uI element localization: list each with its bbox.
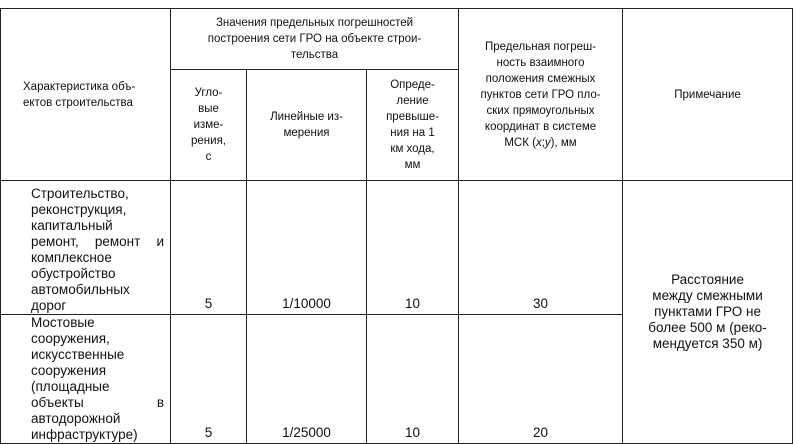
- header-mutual-position: [459, 9, 623, 181]
- header-mutual-position-text: Предельная погреш- ность взаимного положения смежных пунктов сети ГРО пло- ских прямоугольных координат в системе МСК (x;y), мм: [480, 40, 601, 149]
- header-object-characteristic: Характеристика объ- ектов строительства: [1, 9, 171, 181]
- angular-cell: 5: [171, 181, 247, 315]
- angular-cell: 5: [171, 315, 247, 444]
- header-note: Примечание: [623, 9, 793, 181]
- header-limit-errors-group: Значения предельных погрешностей построения сети ГРО на объекте строи- тельства: [171, 9, 459, 70]
- elevation-cell: 10: [367, 315, 459, 444]
- norms-table: [0, 8, 793, 444]
- linear-cell: 1/25000: [247, 315, 367, 444]
- header-angular: Угло- вые изме- рения, с: [171, 70, 247, 181]
- elevation-cell: 10: [367, 181, 459, 315]
- mutual-position-cell: 30: [459, 181, 623, 315]
- header-linear: Линейные из- мерения: [247, 70, 367, 181]
- header-elevation: Опреде- ление превыше- ния на 1 км хода, мм: [367, 70, 459, 181]
- object-cell: Мостовые сооружения, искусственные сооружения (площадные объекты в автодорожной инфраструктуре): [1, 315, 171, 444]
- object-cell: Строительство, реконструкция, капитальный ремонт, ремонт и комплексное обустройство автомобильных дорог: [1, 181, 171, 315]
- linear-cell: 1/10000: [247, 181, 367, 315]
- header-row-top: [1, 9, 793, 70]
- note-cell: Расстояние между смежными пунктами ГРО не более 500 м (реко- мендуется 350 м): [623, 181, 793, 444]
- table-row: [1, 181, 793, 315]
- mutual-position-cell: 20: [459, 315, 623, 444]
